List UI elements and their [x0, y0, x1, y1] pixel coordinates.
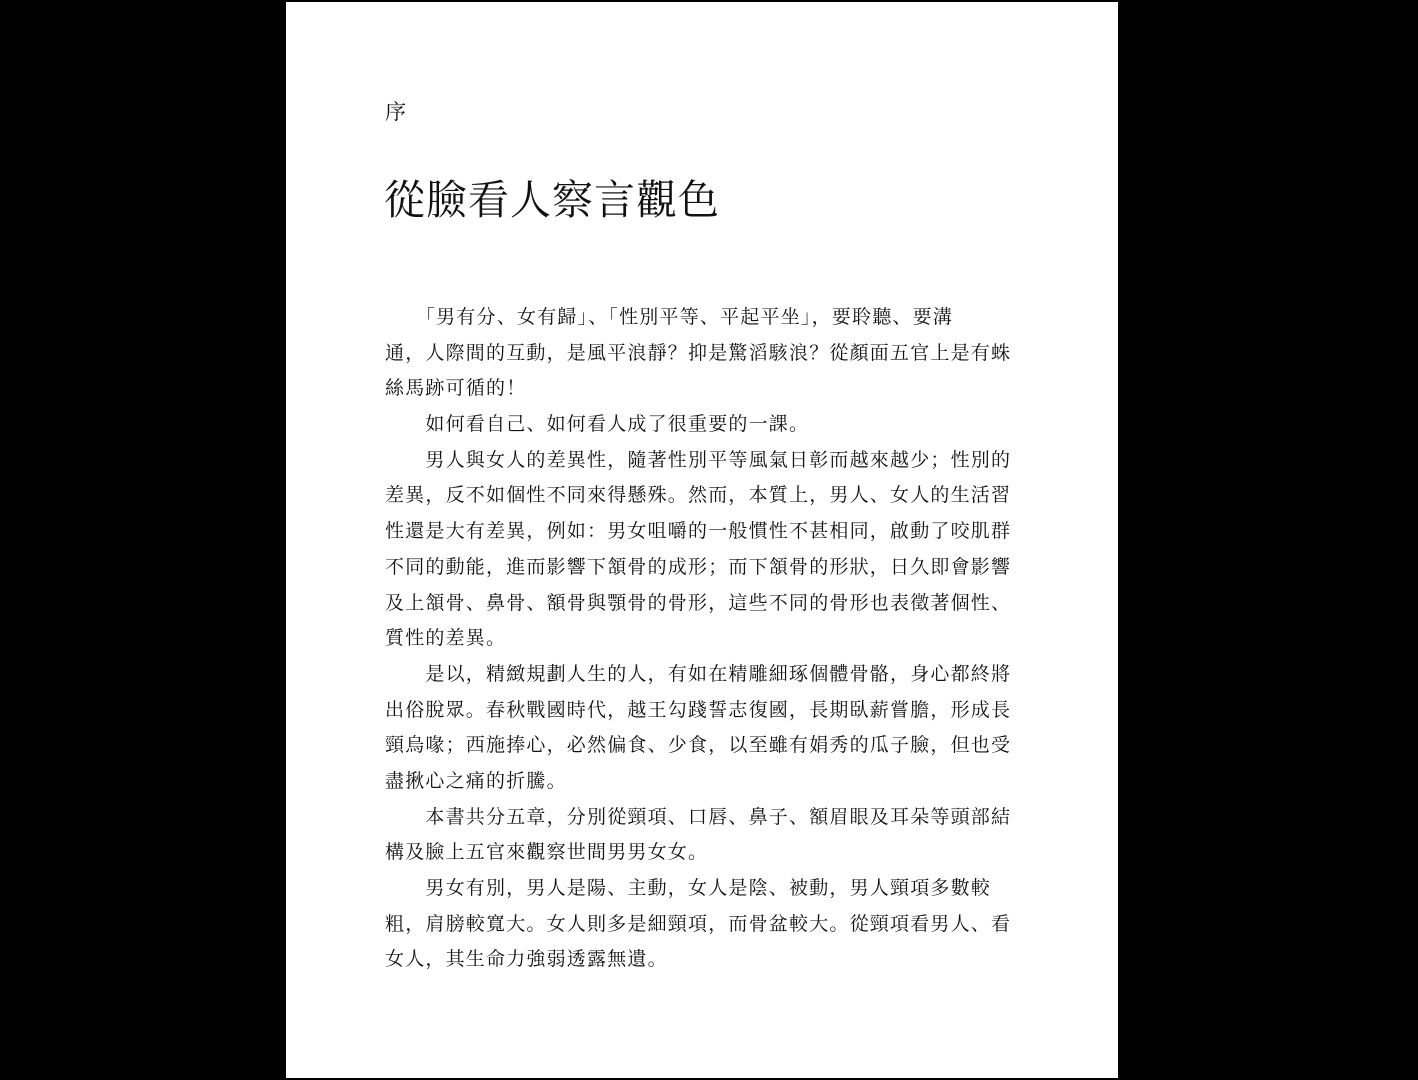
text-line: 構及臉上五官來觀察世間男男女女。 — [385, 841, 709, 864]
chapter-title: 從臉看人察言觀色 — [384, 176, 720, 224]
section-label: 序 — [385, 100, 406, 124]
text-line: 差異，反不如個性不同來得懸殊。然而，本質上，男人、女人的生活習 — [385, 484, 1012, 507]
text-line: 是以，精緻規劃人生的人，有如在精雕細琢個體骨骼，身心都終將 — [385, 662, 1012, 685]
text-line: 質性的差異。 — [385, 627, 507, 650]
text-line: 絲馬跡可循的！ — [385, 377, 527, 400]
text-line: 通，人際間的互動，是風平浪靜？抑是驚滔駭浪？從顏面五官上是有蛛 — [385, 341, 1012, 364]
text-line: 性還是大有差異，例如：男女咀嚼的一般慣性不甚相同，啟動了咬肌群 — [385, 520, 1012, 543]
text-line: 「男有分、女有歸」、「性別平等、平起平坐」，要聆聽、要溝 — [385, 306, 954, 328]
text-line: 盡揪心之痛的折騰。 — [385, 769, 567, 792]
text-line: 頸烏喙；西施捧心，必然偏食、少食，以至雖有娟秀的瓜子臉，但也受 — [385, 734, 1012, 757]
body-text — [385, 300, 1025, 978]
text-line: 如何看自己、如何看人成了很重要的一課。 — [385, 413, 810, 436]
text-line: 及上頷骨、鼻骨、額骨與顎骨的骨形，這些不同的骨形也表徵著個性、 — [385, 591, 1012, 614]
text-line: 男人與女人的差異性，隨著性別平等風氣日彰而越來越少；性別的 — [385, 448, 1012, 471]
text-line: 粗，肩膀較寬大。女人則多是細頸項，而骨盆較大。從頸項看男人、看 — [385, 912, 1012, 935]
text-line: 男女有別，男人是陽、主動，女人是陰、被動，男人頸項多數較 — [385, 877, 992, 899]
text-line: 不同的動能，進而影響下頷骨的成形；而下頷骨的形狀，日久即會影響 — [385, 555, 1012, 578]
text-line: 出俗脫眾。春秋戰國時代，越王勾踐誓志復國，長期臥薪嘗膽，形成長 — [385, 698, 1012, 721]
text-line: 女人，其生命力強弱透露無遺。 — [385, 948, 668, 971]
text-line: 本書共分五章，分別從頸項、口唇、鼻子、額眉眼及耳朵等頭部結 — [385, 805, 1012, 828]
document-page — [286, 2, 1118, 1078]
